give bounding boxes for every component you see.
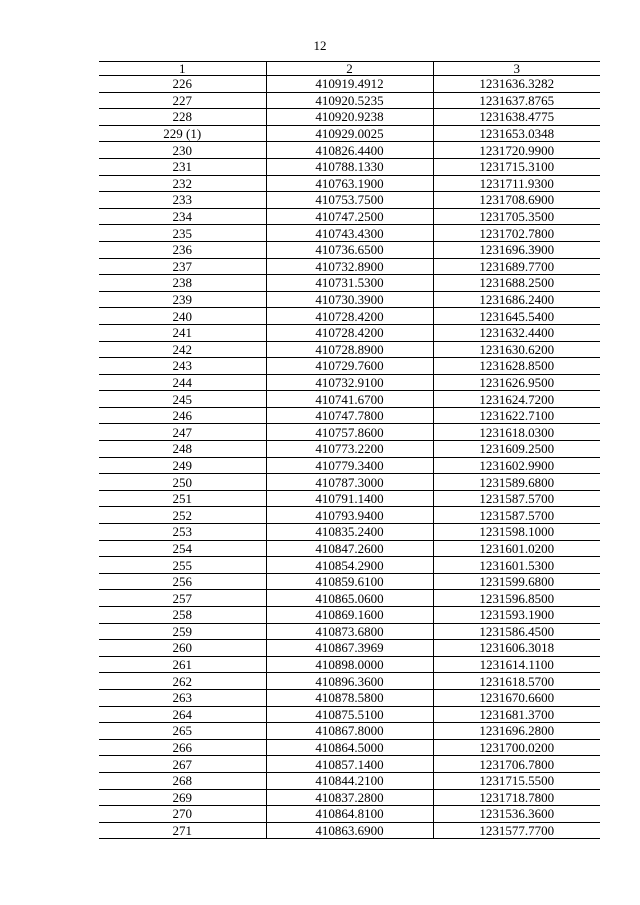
y-coordinate-cell: 1231598.1000: [433, 524, 600, 541]
point-number-cell: 233: [99, 192, 266, 209]
table-row: [99, 673, 600, 690]
y-coordinate-cell: 1231596.8500: [433, 590, 600, 607]
table-row: [99, 391, 600, 408]
x-coordinate-cell: 410920.5235: [266, 92, 433, 109]
x-coordinate-cell: 410864.8100: [266, 806, 433, 823]
y-coordinate-cell: 1231645.5400: [433, 308, 600, 325]
point-number-cell: 268: [99, 772, 266, 789]
table-row: [99, 706, 600, 723]
x-coordinate-cell: 410869.1600: [266, 607, 433, 624]
table-row: [99, 739, 600, 756]
x-coordinate-cell: 410898.0000: [266, 656, 433, 673]
y-coordinate-cell: 1231632.4400: [433, 324, 600, 341]
x-coordinate-cell: 410731.5300: [266, 275, 433, 292]
point-number-cell: 266: [99, 739, 266, 756]
point-number-cell: 259: [99, 623, 266, 640]
y-coordinate-cell: 1231653.0348: [433, 125, 600, 142]
column-header-1: 1: [99, 62, 266, 76]
x-coordinate-cell: 410857.1400: [266, 756, 433, 773]
y-coordinate-cell: 1231602.9900: [433, 457, 600, 474]
y-coordinate-cell: 1231715.5500: [433, 772, 600, 789]
point-number-cell: 238: [99, 275, 266, 292]
table-row: [99, 424, 600, 441]
page-number: 12: [313, 38, 327, 53]
y-coordinate-cell: 1231705.3500: [433, 208, 600, 225]
point-number-cell: 226: [99, 76, 266, 93]
x-coordinate-cell: 410728.4200: [266, 308, 433, 325]
coordinates-table: [99, 61, 600, 839]
point-number-cell: 260: [99, 640, 266, 657]
point-number-cell: 244: [99, 374, 266, 391]
y-coordinate-cell: 1231688.2500: [433, 275, 600, 292]
table-row: [99, 457, 600, 474]
table-row: [99, 341, 600, 358]
y-coordinate-cell: 1231638.4775: [433, 109, 600, 126]
point-number-cell: 258: [99, 607, 266, 624]
table-row: [99, 623, 600, 640]
column-header-3: 3: [433, 62, 600, 76]
point-number-cell: 250: [99, 474, 266, 491]
x-coordinate-cell: 410779.3400: [266, 457, 433, 474]
y-coordinate-cell: 1231636.3282: [433, 76, 600, 93]
y-coordinate-cell: 1231628.8500: [433, 358, 600, 375]
y-coordinate-cell: 1231601.0200: [433, 540, 600, 557]
point-number-cell: 257: [99, 590, 266, 607]
table-row: [99, 540, 600, 557]
x-coordinate-cell: 410826.4400: [266, 142, 433, 159]
point-number-cell: 254: [99, 540, 266, 557]
y-coordinate-cell: 1231626.9500: [433, 374, 600, 391]
x-coordinate-cell: 410859.6100: [266, 573, 433, 590]
point-number-cell: 240: [99, 308, 266, 325]
y-coordinate-cell: 1231609.2500: [433, 441, 600, 458]
table-row: [99, 374, 600, 391]
x-coordinate-cell: 410747.7800: [266, 407, 433, 424]
x-coordinate-cell: 410773.2200: [266, 441, 433, 458]
table-row: [99, 490, 600, 507]
table-row: [99, 723, 600, 740]
y-coordinate-cell: 1231606.3018: [433, 640, 600, 657]
y-coordinate-cell: 1231681.3700: [433, 706, 600, 723]
x-coordinate-cell: 410741.6700: [266, 391, 433, 408]
x-coordinate-cell: 410854.2900: [266, 557, 433, 574]
point-number-cell: 237: [99, 258, 266, 275]
point-number-cell: 256: [99, 573, 266, 590]
point-number-cell: 241: [99, 324, 266, 341]
y-coordinate-cell: 1231587.5700: [433, 507, 600, 524]
table-row: [99, 275, 600, 292]
y-coordinate-cell: 1231618.0300: [433, 424, 600, 441]
y-coordinate-cell: 1231601.5300: [433, 557, 600, 574]
y-coordinate-cell: 1231577.7700: [433, 822, 600, 839]
point-number-cell: 269: [99, 789, 266, 806]
table-row: [99, 258, 600, 275]
x-coordinate-cell: 410844.2100: [266, 772, 433, 789]
x-coordinate-cell: 410865.0600: [266, 590, 433, 607]
point-number-cell: 248: [99, 441, 266, 458]
point-number-cell: 270: [99, 806, 266, 823]
y-coordinate-cell: 1231702.7800: [433, 225, 600, 242]
x-coordinate-cell: 410736.6500: [266, 241, 433, 258]
point-number-cell: 263: [99, 689, 266, 706]
table-row: [99, 324, 600, 341]
table-row: [99, 208, 600, 225]
x-coordinate-cell: 410873.6800: [266, 623, 433, 640]
point-number-cell: 251: [99, 490, 266, 507]
x-coordinate-cell: 410896.3600: [266, 673, 433, 690]
x-coordinate-cell: 410867.8000: [266, 723, 433, 740]
x-coordinate-cell: 410757.8600: [266, 424, 433, 441]
table-row: [99, 557, 600, 574]
table-row: [99, 607, 600, 624]
point-number-cell: 236: [99, 241, 266, 258]
table-row: [99, 640, 600, 657]
y-coordinate-cell: 1231589.6800: [433, 474, 600, 491]
point-number-cell: 261: [99, 656, 266, 673]
table-row: [99, 308, 600, 325]
y-coordinate-cell: 1231720.9900: [433, 142, 600, 159]
y-coordinate-cell: 1231536.3600: [433, 806, 600, 823]
point-number-cell: 229 (1): [99, 125, 266, 142]
point-number-cell: 247: [99, 424, 266, 441]
point-number-cell: 264: [99, 706, 266, 723]
x-coordinate-cell: 410743.4300: [266, 225, 433, 242]
table-row: [99, 291, 600, 308]
table-row: [99, 358, 600, 375]
x-coordinate-cell: 410728.4200: [266, 324, 433, 341]
point-number-cell: 267: [99, 756, 266, 773]
y-coordinate-cell: 1231587.5700: [433, 490, 600, 507]
table-body: [99, 76, 600, 839]
point-number-cell: 245: [99, 391, 266, 408]
x-coordinate-cell: 410729.7600: [266, 358, 433, 375]
table-row: [99, 806, 600, 823]
point-number-cell: 230: [99, 142, 266, 159]
table-row: [99, 192, 600, 209]
table-row: [99, 789, 600, 806]
point-number-cell: 262: [99, 673, 266, 690]
point-number-cell: 253: [99, 524, 266, 541]
point-number-cell: 242: [99, 341, 266, 358]
table-row: [99, 772, 600, 789]
x-coordinate-cell: 410863.6900: [266, 822, 433, 839]
y-coordinate-cell: 1231622.7100: [433, 407, 600, 424]
y-coordinate-cell: 1231686.2400: [433, 291, 600, 308]
table-row: [99, 822, 600, 839]
y-coordinate-cell: 1231696.3900: [433, 241, 600, 258]
point-number-cell: 232: [99, 175, 266, 192]
point-number-cell: 228: [99, 109, 266, 126]
x-coordinate-cell: 410788.1330: [266, 158, 433, 175]
x-coordinate-cell: 410732.8900: [266, 258, 433, 275]
x-coordinate-cell: 410837.2800: [266, 789, 433, 806]
x-coordinate-cell: 410867.3969: [266, 640, 433, 657]
table-row: [99, 524, 600, 541]
column-header-2: 2: [266, 62, 433, 76]
point-number-cell: 246: [99, 407, 266, 424]
table-row: [99, 241, 600, 258]
y-coordinate-cell: 1231599.6800: [433, 573, 600, 590]
y-coordinate-cell: 1231711.9300: [433, 175, 600, 192]
point-number-cell: 239: [99, 291, 266, 308]
x-coordinate-cell: 410847.2600: [266, 540, 433, 557]
point-number-cell: 227: [99, 92, 266, 109]
table-row: [99, 109, 600, 126]
table-row: [99, 92, 600, 109]
point-number-cell: 249: [99, 457, 266, 474]
x-coordinate-cell: 410875.5100: [266, 706, 433, 723]
point-number-cell: 252: [99, 507, 266, 524]
x-coordinate-cell: 410920.9238: [266, 109, 433, 126]
table-row: [99, 656, 600, 673]
table-row: [99, 175, 600, 192]
table-row: [99, 441, 600, 458]
y-coordinate-cell: 1231618.5700: [433, 673, 600, 690]
table-row: [99, 590, 600, 607]
x-coordinate-cell: 410878.5800: [266, 689, 433, 706]
y-coordinate-cell: 1231696.2800: [433, 723, 600, 740]
y-coordinate-cell: 1231637.8765: [433, 92, 600, 109]
x-coordinate-cell: 410763.1900: [266, 175, 433, 192]
y-coordinate-cell: 1231630.6200: [433, 341, 600, 358]
point-number-cell: 235: [99, 225, 266, 242]
table-row: [99, 76, 600, 93]
y-coordinate-cell: 1231614.1100: [433, 656, 600, 673]
y-coordinate-cell: 1231670.6600: [433, 689, 600, 706]
y-coordinate-cell: 1231715.3100: [433, 158, 600, 175]
x-coordinate-cell: 410747.2500: [266, 208, 433, 225]
x-coordinate-cell: 410791.1400: [266, 490, 433, 507]
table-header-row: [99, 62, 600, 76]
table-row: [99, 756, 600, 773]
x-coordinate-cell: 410732.9100: [266, 374, 433, 391]
x-coordinate-cell: 410835.2400: [266, 524, 433, 541]
x-coordinate-cell: 410787.3000: [266, 474, 433, 491]
point-number-cell: 271: [99, 822, 266, 839]
x-coordinate-cell: 410728.8900: [266, 341, 433, 358]
y-coordinate-cell: 1231689.7700: [433, 258, 600, 275]
x-coordinate-cell: 410793.9400: [266, 507, 433, 524]
y-coordinate-cell: 1231708.6900: [433, 192, 600, 209]
point-number-cell: 255: [99, 557, 266, 574]
table-row: [99, 474, 600, 491]
x-coordinate-cell: 410929.0025: [266, 125, 433, 142]
point-number-cell: 265: [99, 723, 266, 740]
table-row: [99, 407, 600, 424]
x-coordinate-cell: 410919.4912: [266, 76, 433, 93]
point-number-cell: 231: [99, 158, 266, 175]
table-row: [99, 225, 600, 242]
table-row: [99, 158, 600, 175]
x-coordinate-cell: 410864.5000: [266, 739, 433, 756]
table-row: [99, 689, 600, 706]
y-coordinate-cell: 1231593.1900: [433, 607, 600, 624]
point-number-cell: 234: [99, 208, 266, 225]
y-coordinate-cell: 1231718.7800: [433, 789, 600, 806]
x-coordinate-cell: 410730.3900: [266, 291, 433, 308]
y-coordinate-cell: 1231586.4500: [433, 623, 600, 640]
table-row: [99, 573, 600, 590]
y-coordinate-cell: 1231700.0200: [433, 739, 600, 756]
point-number-cell: 243: [99, 358, 266, 375]
table-row: [99, 125, 600, 142]
y-coordinate-cell: 1231624.7200: [433, 391, 600, 408]
table-row: [99, 507, 600, 524]
y-coordinate-cell: 1231706.7800: [433, 756, 600, 773]
x-coordinate-cell: 410753.7500: [266, 192, 433, 209]
table-row: [99, 142, 600, 159]
